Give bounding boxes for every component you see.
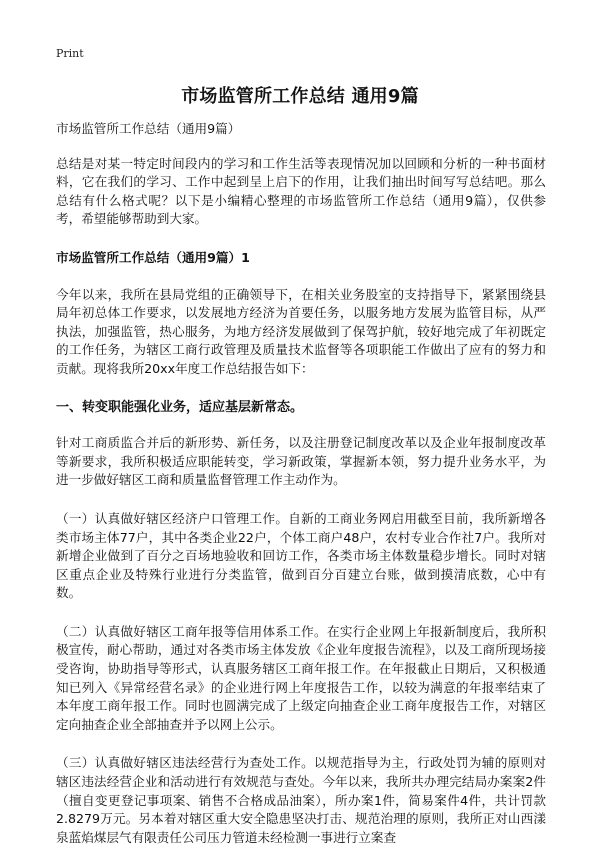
paragraph-5: （三）认真做好辖区违法经营行为查处工作。以规范指导为主，行政处罚为辅的原则对辖区违法经营企业和活动进行有效规范与查处。今年以来，我所共办理完结局办案案2件（擅自变更登记事项案、销售不合格成品油案），所办案1件，简易案件4件，共计罚款2.8279万元。另本着对辖区重大安全隐患坚决打击、规范治理的原则，我所正对山西漾泉蓝焰煤层气有限责任公司压力管道未经检测一事进行立案查 [56, 755, 546, 845]
document-body [56, 120, 546, 867]
article-heading: 市场监管所工作总结（通用9篇）1 [56, 249, 250, 265]
paragraph-1: 今年以来，我所在县局党组的正确领导下，在相关业务股室的支持指导下，紧紧围绕县局年初总体工作要求，以发展地方经济为首要任务，以服务地方发展为监管目标，从严执法，加强监管，热心服务，为地方经济发展做到了保驾护航，较好地完成了年初既定的工作任务，为辖区工商行政管理及质量技术监督等各项职能工作做出了应有的努力和贡献。现将我所20xx年度工作总结报告如下： [56, 286, 546, 376]
paragraph-3: （一）认真做好辖区经济户口管理工作。自新的工商业务网启用截至目前，我所新增各类市场主体77户，其中各类企业22户，个体工商户48户，农村专业合作社7户。我所对新增企业做到了百分之百场地验收和回访工作，各类市场主体数量稳步增长。同时对辖区重点企业及特殊行业进行分类监管，做到百分百建立台账，做到摸清底数，心中有数。 [56, 510, 546, 601]
section-1-heading: 一、转变职能强化业务，适应基层新常态。 [56, 399, 304, 415]
page-title: 市场监管所工作总结 通用9篇 [181, 86, 419, 107]
print-link[interactable]: Print [56, 47, 84, 60]
document-subtitle: 市场监管所工作总结（通用9篇） [56, 121, 241, 136]
paragraph-2: 针对工商质监合并后的新形势、新任务，以及注册登记制度改革以及企业年报制度改革等新要求，我所积极适应职能转变，学习新政策，掌握新本领，努力提升业务水平，为进一步做好辖区工商和质量监督管理工作主动作为。 [56, 435, 546, 488]
paragraph-4: （二）认真做好辖区工商年报等信用体系工作。在实行企业网上年报新制度后，我所积极宣传，耐心帮助，通过对各类市场主体发放《企业年度报告流程》，以及工商所现场接受咨询，协助指导等形式，认真服务辖区工商年报工作。在年报截止日期后，又积极通知已列入《异常经营名录》的企业进行网上年度报告工作，以较为满意的年报率结束了本年度工商年报工作。同时也圆满完成了上级定向抽查企业工商年度报告工作，对辖区定向抽查企业全部抽查并予以网上公示。 [56, 623, 546, 732]
intro-paragraph: 总结是对某一特定时间段内的学习和工作生活等表现情况加以回顾和分析的一种书面材料，它在我们的学习、工作中起到呈上启下的作用，让我们抽出时间写写总结吧。那么总结有什么格式呢？以下是小编精心整理的市场监管所工作总结（通用9篇），仅供参考，希望能够帮助到大家。 [56, 155, 546, 227]
